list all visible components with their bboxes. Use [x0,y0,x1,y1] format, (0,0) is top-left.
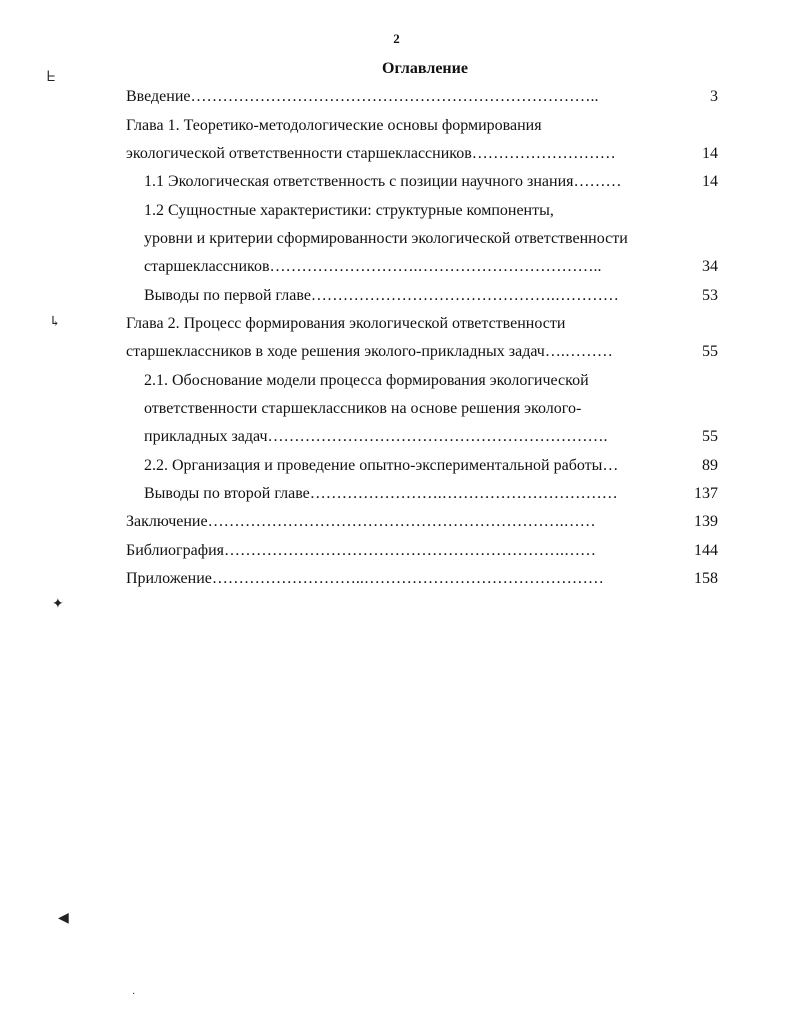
toc-line: Библиография……………………………………………………….…… [126,542,596,559]
toc-title: Оглавление [382,60,468,77]
scan-mark: ✦ [52,597,64,612]
toc-line: Введение………………………………………………………………….. [126,88,599,105]
toc-line: 2.2. Организация и проведение опытно-экспериментальной работы… [144,457,619,474]
toc-page-number: 158 [694,570,718,587]
toc-page-number: 55 [702,343,718,360]
page-number: 2 [393,31,400,46]
toc-page-number: 14 [702,145,718,162]
toc-page-number: 3 [710,88,718,105]
scan-mark: ᖶ [47,70,56,85]
toc-line: 1.1 Экологическая ответственность с позиции научного знания……… [144,173,622,190]
toc-line: 2.1. Обоснование модели процесса формирования экологической [144,372,589,389]
toc-page-number: 55 [702,428,718,445]
toc-page-number: 137 [694,485,718,502]
toc-line: Глава 1. Теоретико-методологические основы формирования [126,117,542,134]
toc-line: уровни и критерии сформированности экологической ответственности [144,230,628,247]
scan-mark: ↳ [49,315,61,330]
toc-line: прикладных задач………………………………………………………. [144,428,608,445]
toc-line: Приложение………………………..……………………………………… [126,570,604,587]
toc-line: Заключение………………………………………………………….…… [126,513,596,530]
toc-line: экологической ответственности старшеклассников……………………… [126,145,616,162]
toc-line: Глава 2. Процесс формирования экологической ответственности [126,315,566,332]
toc-page-number: 139 [694,513,718,530]
toc-line: старшеклассников……………………….…………………………….. [144,258,602,275]
toc-page-number: 14 [702,173,718,190]
toc-page-number: 34 [702,258,718,275]
toc-page-number: 53 [702,287,718,304]
toc-page-number: 144 [694,542,718,559]
toc-line: ответственности старшеклассников на основе решения эколого- [144,400,582,417]
toc-line: старшеклассников в ходе решения эколого-прикладных задач….……… [126,343,613,360]
scan-mark: · [132,989,136,1000]
scan-mark: ◀ [58,911,69,926]
toc-line: Выводы по второй главе…………………….…………………………… [144,485,618,502]
toc-line: 1.2 Сущностные характеристики: структурные компоненты, [144,202,554,219]
toc-page-number: 89 [702,457,718,474]
toc-line: Выводы по первой главе……………………………………….………… [144,287,619,304]
